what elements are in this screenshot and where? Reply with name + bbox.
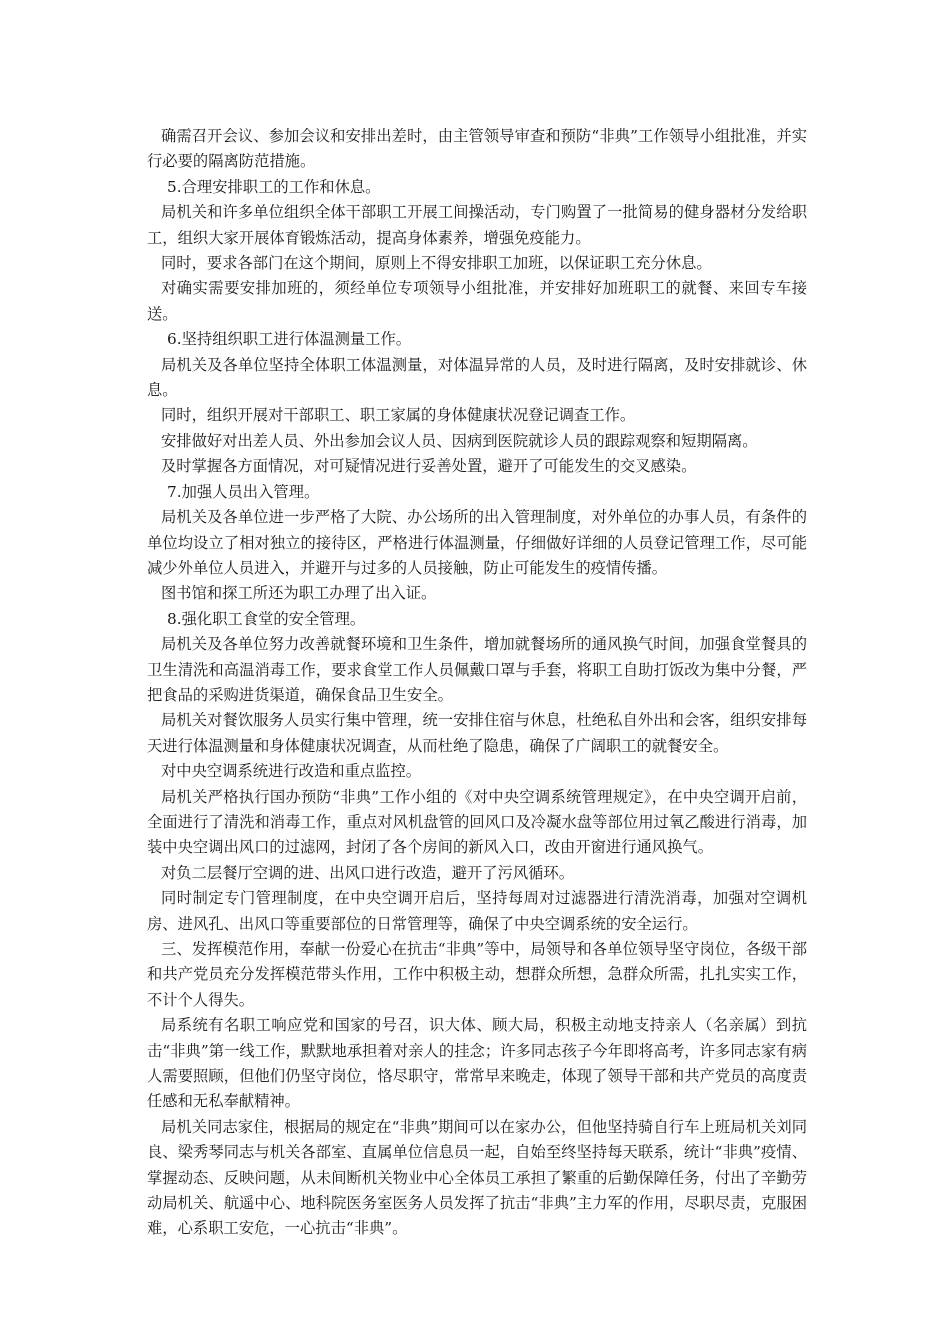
section-heading: 8.强化职工食堂的安全管理。: [167, 609, 366, 628]
section-heading: 5.合理安排职工的工作和休息。: [167, 177, 381, 196]
paragraph: 三、发挥模范作用，奉献一份爱心在抗击“非典”等中，局领导和各单位领导坚守岗位，各级干部和共产党员充分发挥模范带头作用，工作中积极主动，想群众所想，急群众所需，扎扎实实工作，不计个人得失。: [147, 940, 807, 1009]
paragraph: 图书馆和探工所还为职工办理了出入证。: [161, 584, 437, 603]
paragraph: 确需召开会议、参加会议和安排出差时，由主管领导审查和预防“非典”工作领导小组批准，并实行必要的隔离防范措施。: [147, 127, 807, 171]
paragraph: 局机关及各单位进一步严格了大院、办公场所的出入管理制度，对外单位的办事人员，有条件的单位均设立了相对独立的接待区，严格进行体温测量，仔细做好详细的人员登记管理工作，尽可能减少外单位人员进入，并避开与过多的人员接触，防止可能发生的疫情传播。: [147, 508, 807, 577]
section-heading: 7.加强人员出入管理。: [167, 482, 320, 501]
paragraph: 对中央空调系统进行改造和重点监控。: [161, 762, 422, 781]
paragraph: 同时，组织开展对干部职工、职工家属的身体健康状况登记调查工作。: [161, 406, 636, 425]
paragraph: 安排做好对出差人员、外出参加会议人员、因病到医院就诊人员的跟踪观察和短期隔离。: [161, 431, 758, 450]
paragraph: 局机关和许多单位组织全体干部职工开展工间操活动，专门购置了一批简易的健身器材分发给职工，组织大家开展体育锻炼活动，提高身体素养，增强免疫能力。: [147, 203, 807, 247]
section-heading: 6.坚持组织职工进行体温测量工作。: [167, 330, 412, 349]
paragraph: 对确实需要安排加班的，须经单位专项领导小组批准，并安排好加班职工的就餐、来回专车接送。: [147, 279, 807, 323]
paragraph: 局机关及各单位坚持全体职工体温测量，对体温异常的人员，及时进行隔离，及时安排就诊、休息。: [147, 355, 807, 400]
paragraph: 对负二层餐厅空调的进、出风口进行改造，避开了污风循环。: [161, 863, 575, 882]
document-body: [147, 124, 807, 1242]
paragraph: 同时制定专门管理制度，在中央空调开启后，坚持每周对过滤器进行清洗消毒，加强对空调机房、进风孔、出风口等重要部位的日常管理等，确保了中央空调系统的安全运行。: [147, 889, 807, 933]
paragraph: 局机关及各单位努力改善就餐环境和卫生条件，增加就餐场所的通风换气时间，加强食堂餐具的卫生清洗和高温消毒工作，要求食堂工作人员佩戴口罩与手套，将职工自助打饭改为集中分餐，严把食品的采购进货渠道，确保食品卫生安全。: [147, 635, 807, 704]
paragraph: 局机关同志家住，根据局的规定在“非典”期间可以在家办公，但他坚持骑自行车上班局机关刘同良、梁秀琴同志与机关各部室、直属单位信息员一起，自始至终坚持每天联系，统计“非典”疫情、掌握动态、反映问题，从未间断机关物业中心全体员工承担了繁重的后勤保障任务，付出了辛勤劳动局机关、航遥中心、地科院医务室医务人员发挥了抗击“非典”主力军的作用，尽职尽责，克服困难，心系职工安危，一心抗击“非典”。: [147, 1117, 807, 1238]
paragraph: 局机关对餐饮服务人员实行集中管理，统一安排住宿与休息，杜绝私自外出和会客，组织安排每天进行体温测量和身体健康状况调查，从而杜绝了隐患，确保了广阔职工的就餐安全。: [147, 711, 807, 755]
paragraph: 及时掌握各方面情况，对可疑情况进行妥善处置，避开了可能发生的交叉感染。: [161, 457, 697, 476]
paragraph: 同时，要求各部门在这个期间，原则上不得安排职工加班，以保证职工充分休息。: [161, 254, 712, 273]
paragraph: 局机关严格执行国办预防“非典”工作小组的《对中央空调系统管理规定》，在中央空调开启前，全面进行了清洗和消毒工作，重点对风机盘管的回风口及冷凝水盘等部位用过氧乙酸进行消毒，加装中央空调出风口的过滤网，封闭了各个房间的新风入口，改由开窗进行通风换气。: [147, 787, 807, 857]
paragraph: 局系统有名职工响应党和国家的号召，识大体、顾大局，积极主动地支持亲人（名亲属）到抗击“非典”第一线工作，默默地承担着对亲人的挂念；许多同志孩子今年即将高考，许多同志家有病人需要照顾，但他们仍坚守岗位，恪尽职守，常常早来晚走，体现了领导干部和共产党员的高度责任感和无私奉献精神。: [147, 1016, 807, 1111]
